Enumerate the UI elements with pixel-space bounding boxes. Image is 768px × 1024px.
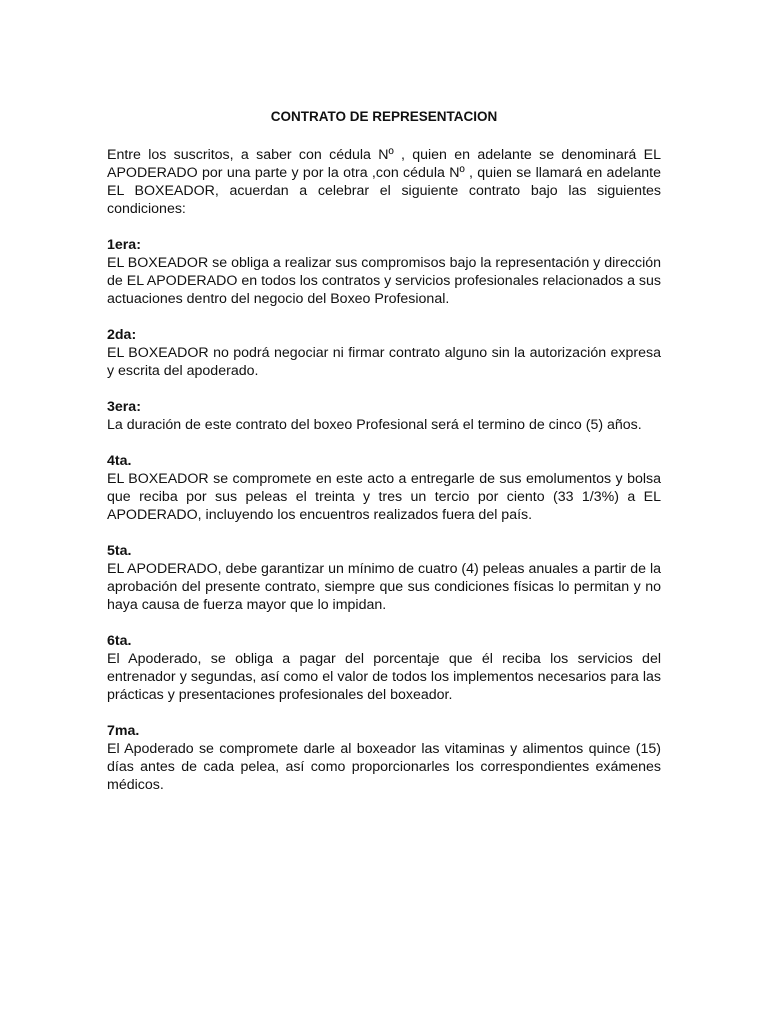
clause-text: EL APODERADO, debe garantizar un mínimo de cuatro (4) peleas anuales a partir de la aprobación del presente contrato, siempre que sus condiciones físicas lo permitan y no haya causa de fuerza mayor que lo impidan.	[107, 561, 661, 613]
clause-text: El Apoderado se compromete darle al boxeador las vitaminas y alimentos quince (15) días antes de cada pelea, así como proporcionarles los correspondientes exámenes médicos.	[107, 741, 661, 793]
clause-2	[107, 326, 661, 380]
clause-heading: 2da:	[107, 327, 137, 343]
intro-paragraph: Entre los suscritos, a saber con cédula Nº , quien en adelante se denominará EL APODERADO por una parte y por la otra ,con cédula Nº , quien se llamará en adelante EL BOXEADOR, acuerdan a celebrar el siguiente contrato bajo las siguientes condiciones:	[107, 147, 661, 217]
clause-heading: 3era:	[107, 399, 141, 415]
clause-7	[107, 722, 661, 794]
clause-heading: 7ma.	[107, 723, 140, 739]
clause-text: EL BOXEADOR se compromete en este acto a entregarle de sus emolumentos y bolsa que reciba por sus peleas el treinta y tres un tercio por ciento (33 1/3%) a EL APODERADO, incluyendo los encuentros realizados fuera del país.	[107, 471, 661, 523]
clause-text: EL BOXEADOR no podrá negociar ni firmar contrato alguno sin la autorización expresa y escrita del apoderado.	[107, 345, 661, 379]
clause-5	[107, 542, 661, 614]
clause-3	[107, 398, 661, 434]
clause-heading: 5ta.	[107, 543, 132, 559]
clause-heading: 6ta.	[107, 633, 132, 649]
document-title: CONTRATO DE REPRESENTACION	[270, 109, 498, 124]
clause-1	[107, 236, 661, 308]
clause-text: El Apoderado, se obliga a pagar del porcentaje que él reciba los servicios del entrenador y segundas, así como el valor de todos los implementos necesarios para las prácticas y presentaciones profesionales del boxeador.	[107, 651, 661, 703]
clause-text: La duración de este contrato del boxeo Profesional será el termino de cinco (5) años.	[107, 417, 642, 433]
clause-heading: 4ta.	[107, 453, 132, 469]
document-page	[107, 108, 661, 812]
clause-heading: 1era:	[107, 237, 141, 253]
clause-text: EL BOXEADOR se obliga a realizar sus compromisos bajo la representación y dirección de EL APODERADO en todos los contratos y servicios profesionales relacionados a sus actuaciones dentro del negocio del Boxeo Profesional.	[107, 255, 661, 307]
clause-6	[107, 632, 661, 704]
clause-4	[107, 452, 661, 524]
